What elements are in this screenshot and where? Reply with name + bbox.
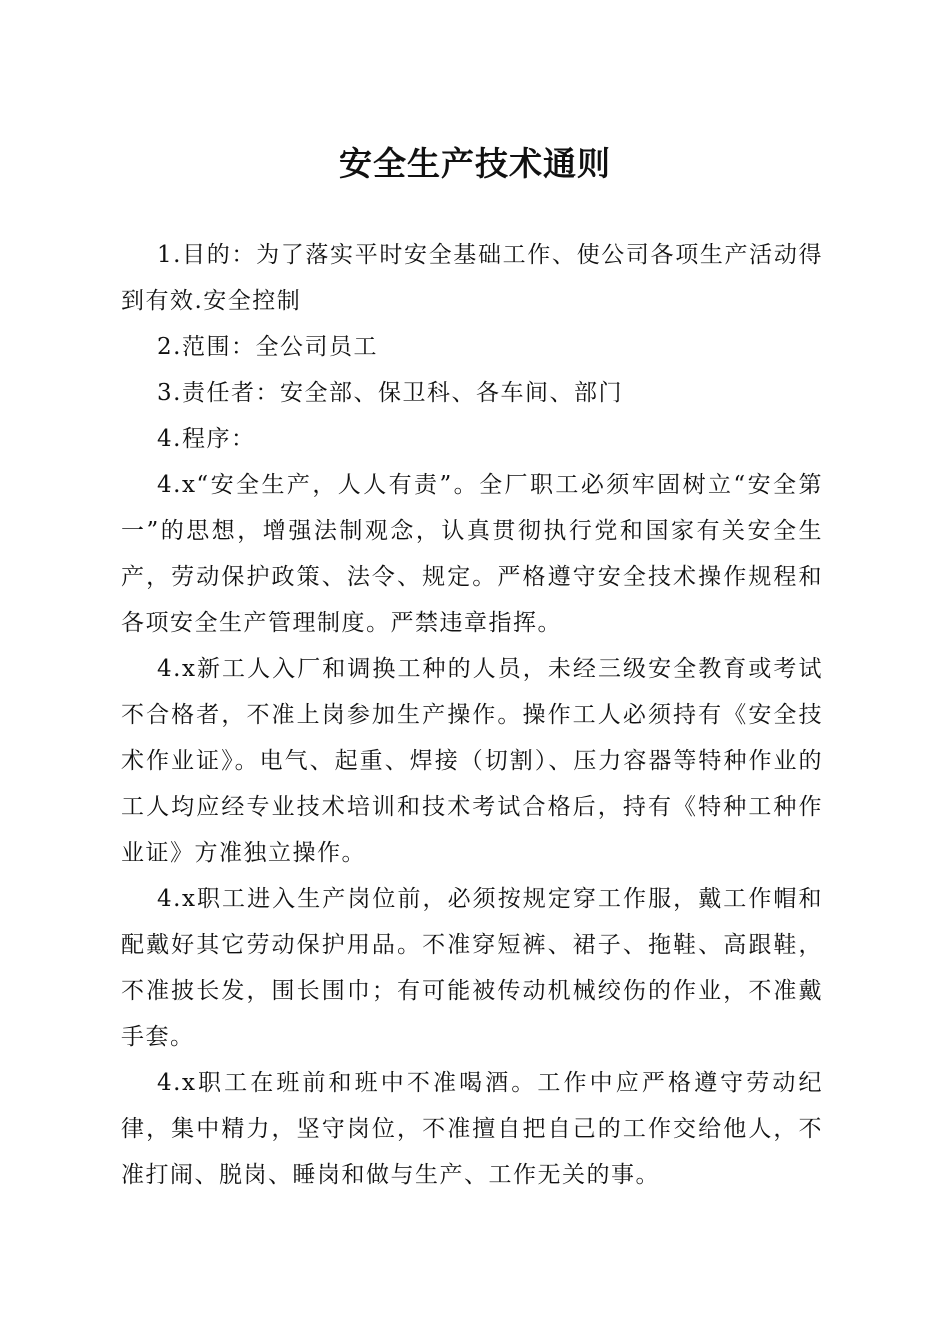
document-title: 安全生产技术通则 [339,144,611,183]
paragraph-rule-safety-responsibility: 4.x“安全生产，人人有责”。全厂职工必须牢固树立“安全第一”的思想，增强法制观念，认真贯彻执行党和国家有关安全生产，劳动保护政策、法令、规定。严格遵守安全技术操作规程和各项安全生产管理制度。严禁违章指挥。 [121,472,823,636]
paragraph-purpose: 1.目的：为了落实平时安全基础工作、使公司各项生产活动得到有效.安全控制 [121,242,823,314]
paragraph-responsible: 3.责任者：安全部、保卫科、各车间、部门 [157,380,623,406]
paragraph-procedure: 4.程序： [157,426,256,452]
document-body [121,232,823,1198]
paragraph-scope: 2.范围：全公司员工 [157,334,378,360]
paragraph-rule-new-workers: 4.x新工人入厂和调换工种的人员，未经三级安全教育或考试不合格者，不准上岗参加生产操作。操作工人必须持有《安全技术作业证》。电气、起重、焊接（切割）、压力容器等特种作业的工人均应经专业技术培训和技术考试合格后，持有《特种工种作业证》方准独立操作。 [121,656,823,866]
paragraph-rule-protective-gear: 4.x职工进入生产岗位前，必须按规定穿工作服，戴工作帽和配戴好其它劳动保护用品。不准穿短裤、裙子、拖鞋、高跟鞋，不准披长发，围长围巾；有可能被传动机械绞伤的作业，不准戴手套。 [121,886,823,1050]
paragraph-rule-discipline: 4.x职工在班前和班中不准喝酒。工作中应严格遵守劳动纪律，集中精力，坚守岗位，不准擅自把自己的工作交给他人，不准打闹、脱岗、睡岗和做与生产、工作无关的事。 [121,1070,823,1188]
